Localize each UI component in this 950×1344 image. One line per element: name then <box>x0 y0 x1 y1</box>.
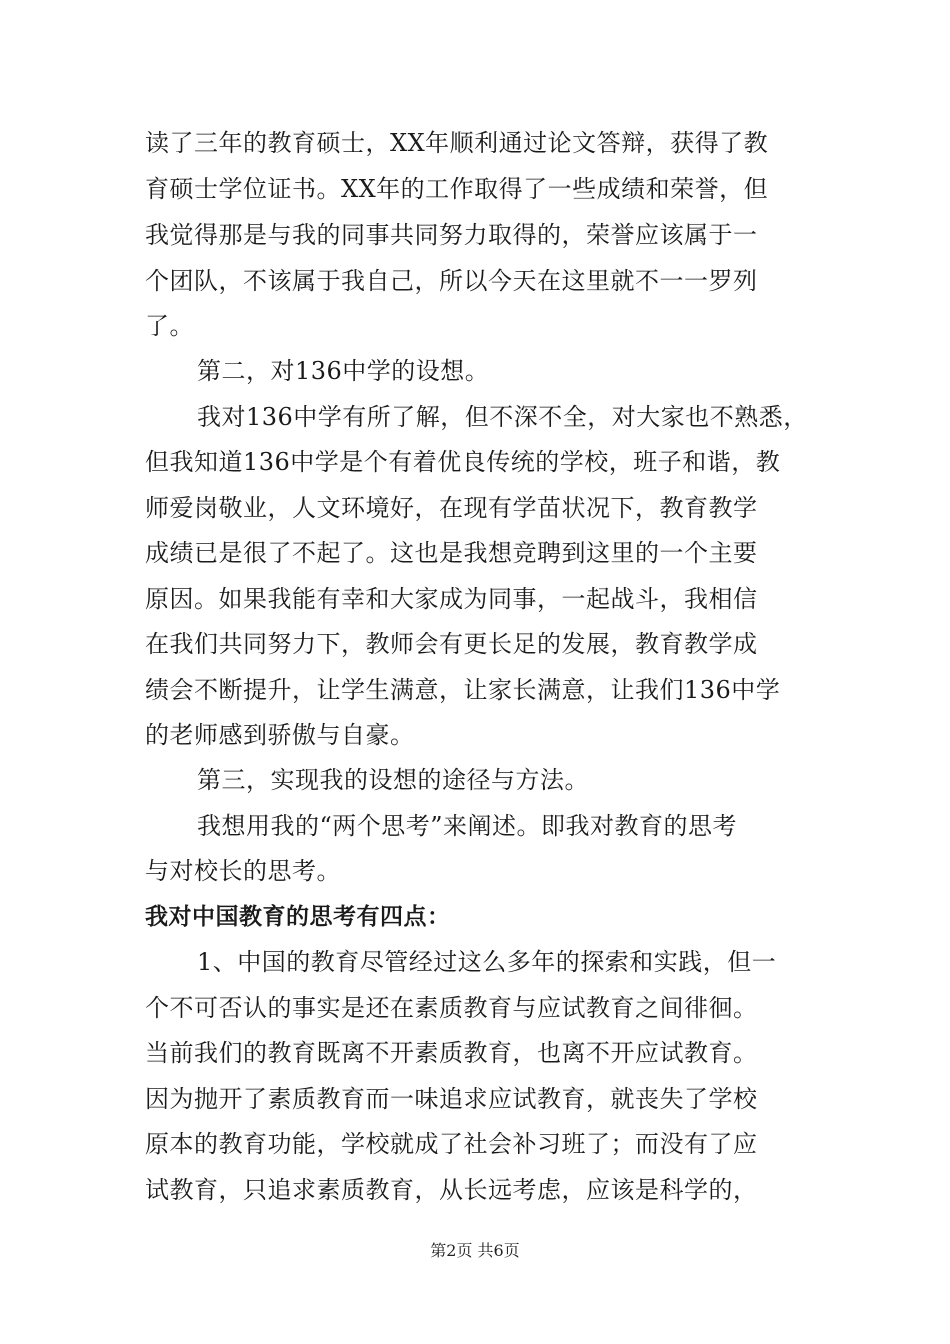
section-heading-2: 第二，对136中学的设想。 <box>197 357 490 385</box>
text-line: 的老师感到骄傲与自豪。 <box>145 721 415 749</box>
text-line: 我想用我的“两个思考”来阐述。即我对教育的思考 <box>197 812 738 840</box>
text-line: 试教育，只追求素质教育，从长远考虑，应该是科学的， <box>145 1176 758 1204</box>
page-footer: 第2页 共6页 <box>430 1241 520 1260</box>
text-line: 与对校长的思考。 <box>145 857 341 885</box>
text-line: 我对136中学有所了解，但不深不全，对大家也不熟悉， <box>197 403 808 431</box>
text-line: 育硕士学位证书。XX年的工作取得了一些成绩和荣誉，但 <box>145 175 769 203</box>
section-heading-3: 第三，实现我的设想的途径与方法。 <box>197 766 589 794</box>
text-line: 了。 <box>145 312 194 340</box>
text-line: 1、中国的教育尽管经过这么多年的探索和实践，但一 <box>197 948 777 976</box>
bold-heading: 我对中国教育的思考有四点： <box>145 904 451 930</box>
text-line: 成绩已是很了不起了。这也是我想竞聘到这里的一个主要 <box>145 539 758 567</box>
text-line: 我觉得那是与我的同事共同努力取得的，荣誉应该属于一 <box>145 221 758 249</box>
text-line: 在我们共同努力下，教师会有更长足的发展，教育教学成 <box>145 630 758 658</box>
text-line: 绩会不断提升，让学生满意，让家长满意，让我们136中学 <box>145 676 781 704</box>
text-line: 读了三年的教育硕士，XX年顺利通过论文答辩，获得了教 <box>145 129 769 157</box>
text-line: 当前我们的教育既离不开素质教育，也离不开应试教育。 <box>145 1039 758 1067</box>
text-line: 因为抛开了素质教育而一味追求应试教育，就丧失了学校 <box>145 1085 758 1113</box>
text-line: 师爱岗敬业，人文环境好，在现有学苗状况下，教育教学 <box>145 494 758 522</box>
text-line: 原因。如果我能有幸和大家成为同事，一起战斗，我相信 <box>145 585 758 613</box>
text-line: 个团队，不该属于我自己，所以今天在这里就不一一罗列 <box>145 267 758 295</box>
text-line: 个不可否认的事实是还在素质教育与应试教育之间徘徊。 <box>145 994 758 1022</box>
text-line: 但我知道136中学是个有着优良传统的学校，班子和谐，教 <box>145 448 781 476</box>
text-line: 原本的教育功能，学校就成了社会补习班了；而没有了应 <box>145 1130 758 1158</box>
